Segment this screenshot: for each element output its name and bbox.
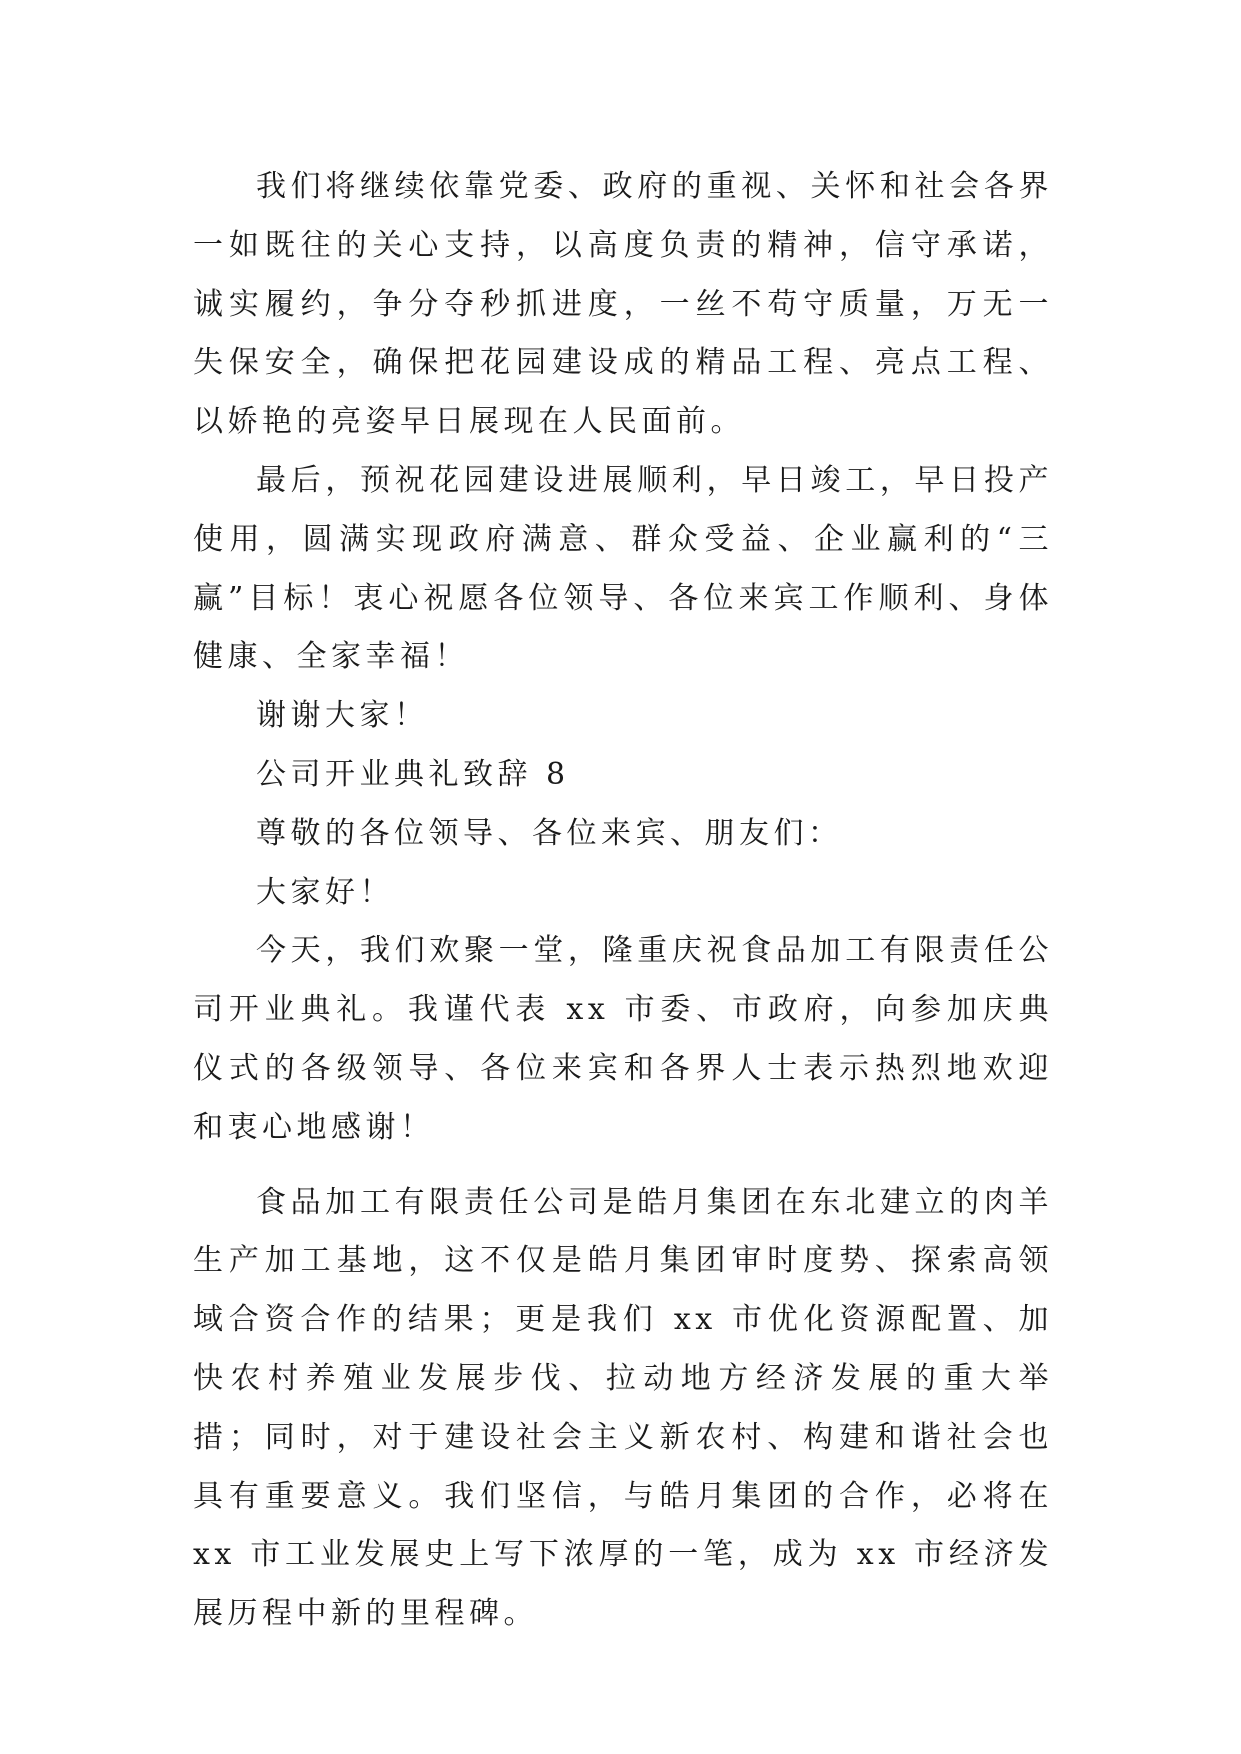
document-body: [193, 158, 1053, 1644]
paragraph-closing-wishes: 最后，预祝花园建设进展顺利，早日竣工，早日投产使用，圆满实现政府满意、群众受益、企业赢利的“三赢”目标！衷心祝愿各位领导、各位来宾工作顺利、身体健康、全家幸福！: [193, 462, 1053, 675]
paragraph-greeting: 大家好！: [256, 874, 394, 910]
paragraph-company-intro: 食品加工有限责任公司是皓月集团在东北建立的肉羊生产加工基地，这不仅是皓月集团审时度势、探索高领域合资合作的结果；更是我们 xx 市优化资源配置、加快农村养殖业发展步伐、拉动地方经济发展的重大举措；同时，对于建设社会主义新农村、构建和谐社会也具有重要意义。我们坚信，与皓月集团的合作，必将在 xx 市工业发展史上写下浓厚的一笔，成为 xx 市经济发展历程中新的里程碑。: [193, 1184, 1053, 1632]
paragraph-opening: 今天，我们欢聚一堂，隆重庆祝食品加工有限责任公司开业典礼。我谨代表 xx 市委、市政府，向参加庆典仪式的各级领导、各位来宾和各界人士表示热烈地欢迎和衷心地感谢！: [193, 933, 1053, 1145]
section-heading: 公司开业典礼致辞 8: [256, 756, 570, 792]
paragraph-commitment: 我们将继续依靠党委、政府的重视、关怀和社会各界一如既往的关心支持，以高度负责的精神，信守承诺，诚实履约，争分夺秒抓进度，一丝不苟守质量，万无一失保安全，确保把花园建设成的精品工程、亮点工程、以娇艳的亮姿早日展现在人民面前。: [193, 169, 1053, 440]
paragraph-salutation: 尊敬的各位领导、各位来宾、朋友们：: [256, 815, 843, 851]
paragraph-thanks: 谢谢大家！: [256, 698, 429, 734]
